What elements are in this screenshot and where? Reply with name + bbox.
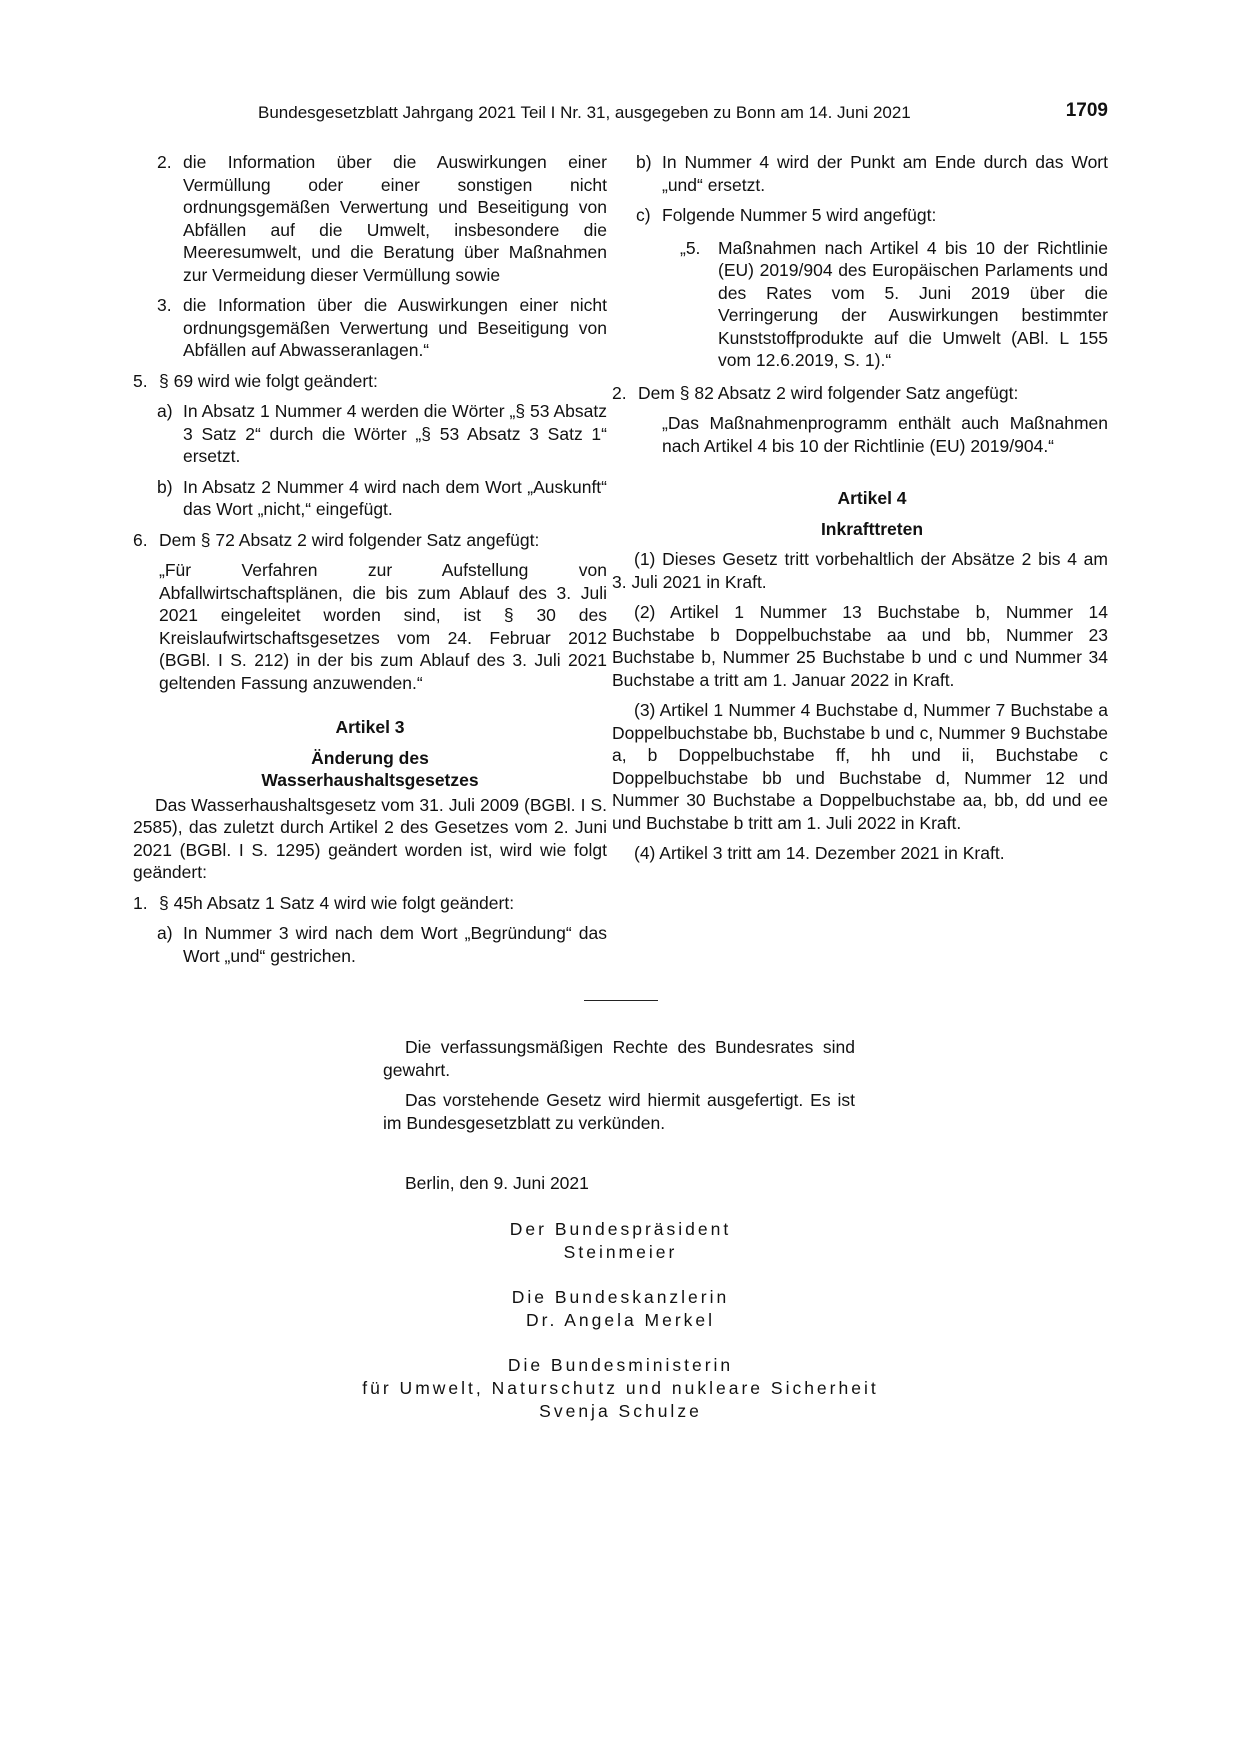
list-marker: 3. [157,295,172,315]
list-item-text: In Nummer 4 wird der Punkt am Ende durch das Wort „und“ ersetzt. [662,152,1108,195]
list-item-text: die Information über die Auswirkungen einer Vermüllung oder einer sonstigen nicht ordnungsgemäßen Verwertung und Beseitigung von Abfällen auf die Umwelt, insbesondere die Meeresumwelt, und die Beratung über Maßnahmen zur Vermeidung dieser Vermüllung sowie [183,152,607,285]
place-date: Berlin, den 9. Juni 2021 [405,1173,589,1193]
list-item [133,151,607,286]
list-marker: „5. [680,237,701,258]
list-marker: b) [636,152,652,172]
list-marker: 2. [612,382,627,403]
list-item [133,529,607,552]
list-item [612,382,1108,405]
list-item-text: § 45h Absatz 1 Satz 4 wird wie folgt geändert: [159,892,515,913]
list-item-text: Maßnahmen nach Artikel 4 bis 10 der Richtlinie (EU) 2019/904 des Europäischen Parlaments und des Rates vom 5. Juni 2019 über die Verringerung der Auswirkungen bestimmter Kunststoffprodukte auf die Umwelt (ABl. L 155 vom 12.6.2019, S. 1).“ [718,237,1108,370]
list-item-text: die Information über die Auswirkungen einer nicht ordnungsgemäßen Verwertung und Beseitigung von Abfällen auf Abwasseranlagen.“ [183,295,607,360]
promulgation-statement: Das vorstehende Gesetz wird hiermit ausgefertigt. Es ist im Bundesgesetzblatt zu verkünden. [383,1090,855,1133]
article-3-heading-line1: Änderung des [311,747,429,768]
article-4-heading: Inkrafttreten [820,518,924,539]
president-name: Steinmeier [563,1242,678,1262]
list-item-text: In Nummer 3 wird nach dem Wort „Begründung“ das Wort „und“ gestrichen. [183,923,607,966]
president-title: Der Bundespräsident [509,1219,732,1239]
signature-minister [0,1354,1241,1423]
list-marker: 1. [133,892,148,913]
divider-rule [584,1000,658,1001]
list-item-text: In Absatz 1 Nummer 4 werden die Wörter „§ 53 Absatz 3 Satz 2“ durch die Wörter „§ 53 Absatz 3 Satz 1“ ersetzt. [183,401,607,466]
right-column [612,151,1108,873]
list-item-text: Dem § 82 Absatz 2 wird folgender Satz angefügt: [638,382,1019,403]
running-header [258,100,1108,128]
list-item [636,204,1108,227]
list-item-text: Dem § 72 Absatz 2 wird folgender Satz angefügt: [159,529,540,550]
list-marker: 2. [157,152,172,172]
list-item [636,151,1108,196]
signature-chancellor [0,1286,1241,1332]
minister-name: Svenja Schulze [539,1401,702,1421]
list-marker: b) [157,476,173,497]
list-item [133,892,607,915]
paragraph-4: (4) Artikel 3 tritt am 14. Dezember 2021 in Kraft. [634,843,1005,863]
chancellor-name: Dr. Angela Merkel [525,1310,716,1330]
rights-statement: Die verfassungsmäßigen Rechte des Bundesrates sind gewahrt. [383,1037,855,1080]
article-3-heading-line2: Wasserhaushaltsgesetzes [261,770,479,790]
paragraph-2: (2) Artikel 1 Nummer 13 Buchstabe b, Nummer 14 Buchstabe b Doppelbuchstabe aa und bb, Nummer 23 Buchstabe b, Nummer 25 Buchstabe b und c und Nummer 34 Buchstabe a tritt am 1. Januar 2022 in Kraft. [612,602,1108,690]
list-item-text: § 69 wird wie folgt geändert: [159,370,378,391]
article-4-title: Artikel 4 [837,488,907,508]
left-column [133,151,607,975]
page-number: 1709 [1065,100,1108,121]
running-title: Bundesgesetzblatt Jahrgang 2021 Teil I Nr. 31, ausgegeben zu Bonn am 14. Juni 2021 [258,103,911,122]
minister-department: für Umwelt, Naturschutz und nukleare Sicherheit [362,1378,879,1398]
list-item-text: Folgende Nummer 5 wird angefügt: [662,205,937,225]
list-item [636,237,1108,372]
list-marker: a) [157,401,173,421]
article-3-intro: Das Wasserhaushaltsgesetz vom 31. Juli 2009 (BGBl. I S. 2585), das zuletzt durch Artikel 2 des Gesetzes vom 2. Juni 2021 (BGBl. I S. 1295) geändert worden ist, wird wie folgt geändert: [133,794,607,882]
list-item [133,294,607,362]
list-item [133,476,607,521]
quoted-text: „Das Maßnahmenprogramm enthält auch Maßnahmen nach Artikel 4 bis 10 der Richtlinie (EU) 2019/904.“ [662,413,1108,456]
article-3-title: Artikel 3 [335,717,405,737]
chancellor-title: Die Bundeskanzlerin [511,1287,730,1307]
quoted-text: „Für Verfahren zur Aufstellung von Abfallwirtschaftsplänen, die bis zum Ablauf des 3. Juli 2021 eingeleitet worden sind, ist § 30 des Kreislaufwirtschaftsgesetzes vom 24. Februar 2012 (BGBl. I S. 212) in der bis zum Ablauf des 3. Juli 2021 geltenden Fassung anzuwenden.“ [159,560,607,693]
list-item [133,370,607,393]
minister-title: Die Bundesministerin [507,1355,734,1375]
list-marker: a) [157,923,173,943]
paragraph-1: (1) Dieses Gesetz tritt vorbehaltlich der Absätze 2 bis 4 am 3. Juli 2021 in Kraft. [612,549,1108,592]
list-item [133,922,607,967]
list-marker: 5. [133,370,148,391]
list-item [133,400,607,468]
paragraph-3: (3) Artikel 1 Nummer 4 Buchstabe d, Nummer 7 Buchstabe a Doppelbuchstabe bb, Buchstabe b und c, Nummer 9 Buchstabe a, b Doppelbuchstabe ff, hh und ii, Buchstabe c Doppelbuchstabe bb und Buchstabe d, Nummer 12 und Nummer 30 Buchstabe a Doppelbuchstabe aa, bb, dd und ee und Buchstabe b tritt am 1. Juli 2022 in Kraft. [612,700,1108,833]
list-marker: c) [636,205,651,225]
closing-block [383,1036,855,1142]
list-marker: 6. [133,529,148,550]
list-item-text: In Absatz 2 Nummer 4 wird nach dem Wort „Auskunft“ das Wort „nicht,“ eingefügt. [183,476,607,519]
signature-president [0,1218,1241,1264]
